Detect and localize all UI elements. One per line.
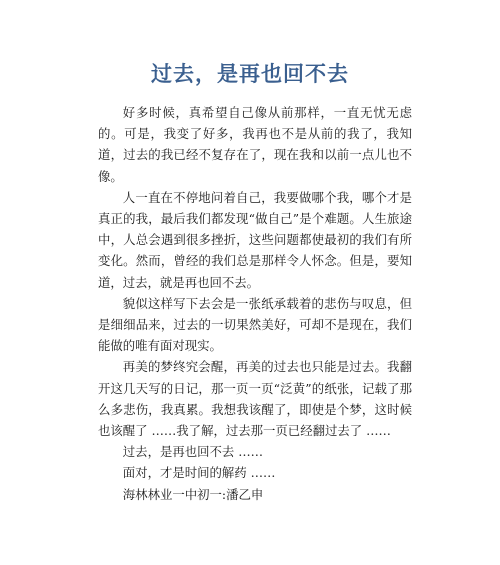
paragraph: 人一直在不停地问着自己，我要做哪个我，哪个才是真正的我，最后我们都发现“做自己”是个难题。人生旅途中，人总会遇到很多挫折，这些问题都使最初的我们有所变化。然而，曾经的我们总是那样令人怀念。但是，要知道，过去，就是再也回不去。: [98, 189, 412, 290]
paragraph: 再美的梦终究会醒，再美的过去也只能是过去。我翻开这几天写的日记，那一页一页“泛黄”的纸张，记载了那么多悲伤，我真累。我想我该醒了，即使是个梦，这时候也该醒了 ……我了解，过去那一页已经翻过去了 ……: [98, 359, 412, 439]
paragraph: 好多时候，真希望自己像从前那样，一直无忧无虑的。可是，我变了好多，我再也不是从前的我了，我知道，过去的我已经不复存在了，现在我和以前一点儿也不像。: [98, 105, 412, 184]
paragraph: 过去，是再也回不去 ……: [122, 444, 264, 460]
paragraph: 貌似这样写下去会是一张纸承载着的悲伤与叹息，但是细细品来，过去的一切果然美好，可却不是现在，我们能做的唯有面对现实。: [98, 295, 412, 354]
author-signature: 海林林业一中初一:潘乙申: [122, 486, 264, 502]
article-title: 过去，是再也回不去: [151, 62, 349, 86]
paragraph: 面对，才是时间的解药 ……: [122, 465, 276, 481]
article-body: [98, 102, 412, 505]
